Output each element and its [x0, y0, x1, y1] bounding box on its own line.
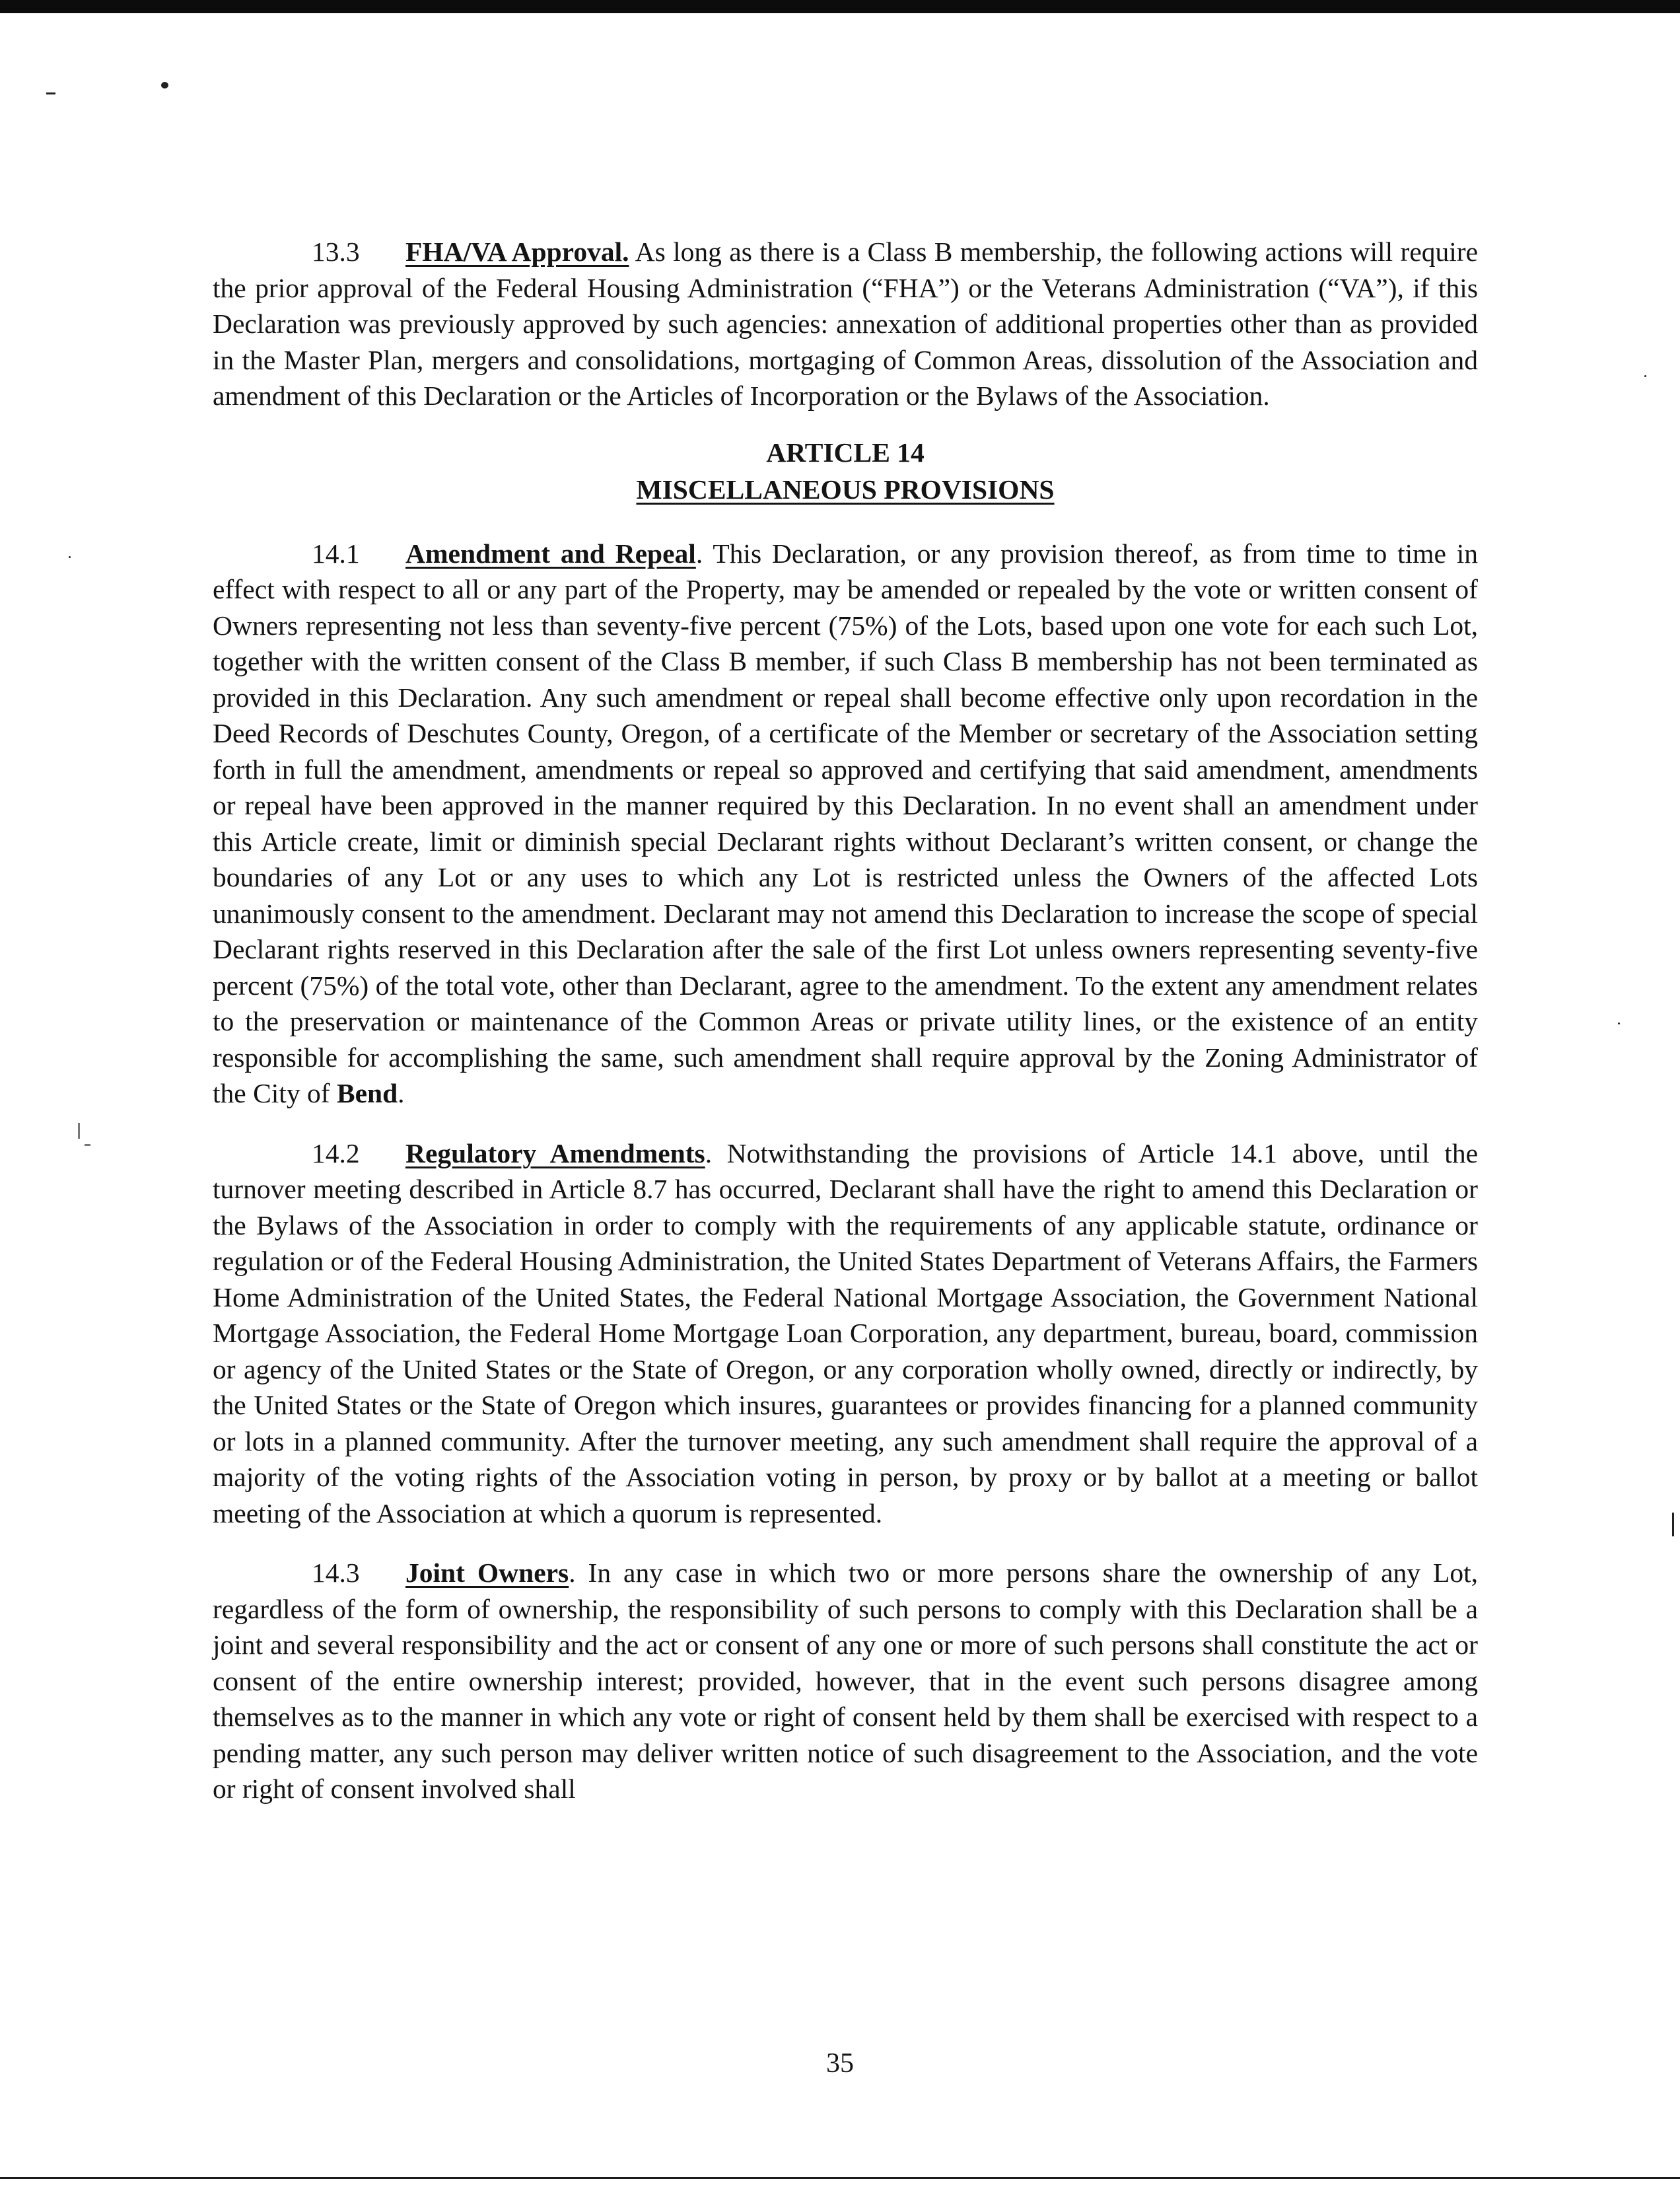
section-14-1 — [213, 536, 1478, 1112]
section-heading: Amendment and Repeal — [405, 538, 696, 569]
section-text: . Notwithstanding the provisions of Article 14.1 above, until the turnover meeting described in Article 8.7 has occurred, Declarant shall have the right to amend this Declaration or the Bylaws of the Association in order to comply with the requirements of any applicable statute, ordinance or regulation or of the Federal Housing Administration, the United States Department of Veterans Affairs, the Farmers Home Administration of the United States, the Federal National Mortgage Association, the Government National Mortgage Association, the Federal Home Mortgage Loan Corporation, any department, bureau, board, commission or agency of the United States or the State of Oregon, or any corporation wholly owned, directly or indirectly, by the United States or the State of Oregon which insures, guarantees or provides financing for a planned community or lots in a planned community. After the turnover meeting, any such amendment shall require the approval of a majority of the voting rights of the Association voting in person, by proxy or by ballot at a meeting or ballot meeting of the Association at which a quorum is represented. — [213, 1137, 1478, 1528]
section-heading: Regulatory Amendments — [405, 1137, 705, 1168]
section-14-3 — [213, 1555, 1478, 1807]
article-title: ARTICLE 14 — [766, 437, 925, 468]
scan-speck — [78, 1123, 80, 1139]
section-text: . In any case in which two or more persons share the ownership of any Lot, regardless of the form of ownership, the responsibility of such persons to comply with this Declaration shall be a joint and several responsibility and the act or consent of any one or more of such persons shall constitute the act or consent of the entire ownership interest; provided, however, that in the event such persons disagree among themselves as to the manner in which any vote or right of consent held by them shall be exercised with respect to a pending matter, any such person may deliver written notice of such disagreement to the Association, and the vote or right of consent involved shall — [213, 1558, 1478, 1804]
paragraph-gap — [213, 1531, 1478, 1555]
section-number: 14.2 — [312, 1137, 360, 1168]
paragraph-gap — [213, 1112, 1478, 1135]
section-number: 13.3 — [312, 236, 360, 267]
section-end-punct: . — [398, 1078, 405, 1108]
scan-speck — [161, 82, 168, 89]
section-14-2 — [213, 1135, 1478, 1532]
page-number: 35 — [826, 2048, 854, 2079]
scan-speck — [85, 1144, 90, 1146]
section-end-bold: Bend — [336, 1078, 398, 1108]
section-number: 14.3 — [312, 1558, 360, 1588]
scan-speck — [69, 556, 71, 558]
scan-top-border — [0, 0, 1680, 13]
section-number: 14.1 — [312, 538, 360, 569]
section-text: . This Declaration, or any provision thereof, as from time to time in effect with respect to all or any part of the Property, may be amended or repealed by the vote or written consent of Owners representing not less than seventy-five percent (75%) of the Lots, based upon one vote for each such Lot, together with the written consent of the Class B member, if such Class B membership has not been terminated as provided in this Declaration. Any such amendment or repeal shall become effective only upon recordation in the Deed Records of Deschutes County, Oregon, of a certificate of the Member or secretary of the Association setting forth in full the amendment, amendments or repeal so approved and certifying that said amendment, amendments or repeal have been approved in the manner required by this Declaration. In no event shall an amendment under this Article create, limit or diminish special Declarant rights without Declarant’s written consent, or change the boundaries of any Lot or any uses to which any Lot is restricted unless the Owners of the affected Lots unanimously consent to the amendment. Declarant may not amend this Declaration to increase the scope of special Declarant rights reserved in this Declaration after the sale of the first Lot unless owners representing seventy-five percent (75%) of the total vote, other than Declarant, agree to the amendment. To the extent any amendment relates to the preservation or maintenance of the Common Areas or private utility lines, or the existence of an entity responsible for accomplishing the same, such amendment shall require approval by the Zoning Administrator of the City of — [213, 538, 1479, 1108]
scan-speck — [1672, 1513, 1674, 1536]
scan-speck — [46, 92, 55, 94]
scan-bottom-border — [0, 2177, 1680, 2179]
article-heading — [213, 434, 1478, 508]
scan-speck — [1618, 1022, 1620, 1024]
section-text: As long as there is a Class B membership, the following actions will require the prior approval of the Federal Housing Administration (“FHA”) or the Veterans Administration (“VA”), if this Declaration was previously approved by such agencies: annexation of additional properties other than as provided in the Master Plan, mergers and consolidations, mortgaging of Common Areas, dissolution of the Association and amendment of this Declaration or the Articles of Incorporation or the Bylaws of the Association. — [213, 236, 1479, 411]
section-heading: Joint Owners — [405, 1558, 569, 1588]
section-heading: FHA/VA Approval. — [405, 236, 629, 267]
scan-speck — [1644, 375, 1646, 377]
document-body — [213, 234, 1478, 1807]
article-subtitle: MISCELLANEOUS PROVISIONS — [636, 474, 1055, 505]
section-13-3 — [213, 234, 1478, 414]
